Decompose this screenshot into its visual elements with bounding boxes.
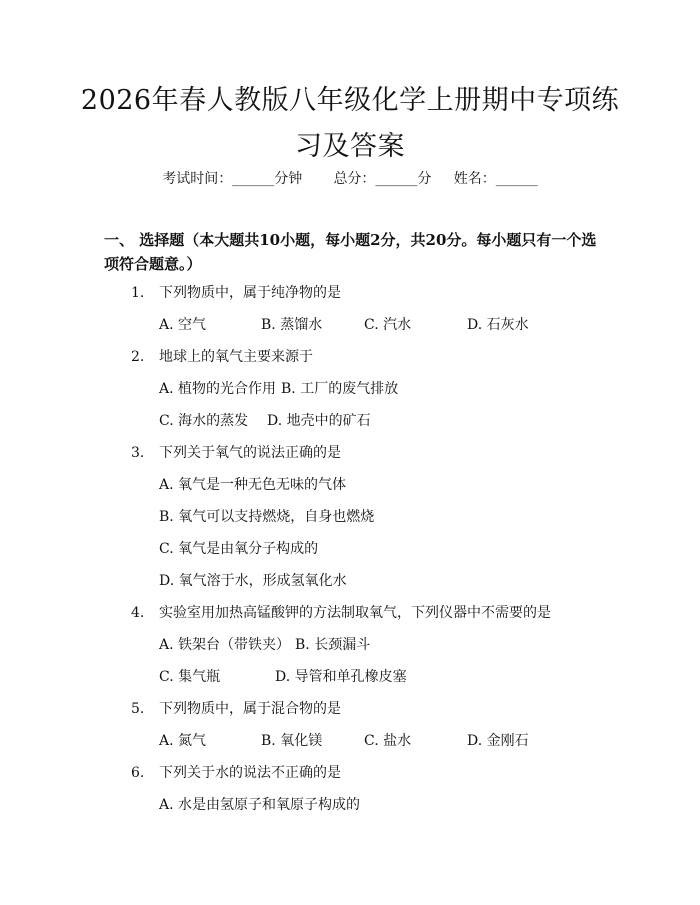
option-5a: A. 氮气 <box>159 733 207 749</box>
option-1d: D. 石灰水 <box>467 317 529 333</box>
question-stem: 下列关于水的说法不正确的是 <box>159 765 341 781</box>
option-5d: D. 金刚石 <box>467 733 529 749</box>
option-3a: A. 氧气是一种无色无味的气体 <box>159 477 347 493</box>
option-2a: A. 植物的光合作用 <box>159 381 277 397</box>
question-1 <box>131 282 341 302</box>
question-number: 2. <box>131 349 145 365</box>
question-stem: 下列物质中，属于混合物的是 <box>159 701 341 717</box>
question-stem: 地球上的氧气主要来源于 <box>159 349 313 365</box>
option-4c: C. 集气瓶 <box>159 669 221 685</box>
question-2 <box>131 346 313 366</box>
option-3b: B. 氧气可以支持燃烧，自身也燃烧 <box>159 509 375 525</box>
question-number: 3. <box>131 445 145 461</box>
question-stem: 下列物质中，属于纯净物的是 <box>159 285 341 301</box>
question-number: 6. <box>131 765 145 781</box>
option-6a: A. 水是由氢原子和氧原子构成的 <box>159 797 361 813</box>
option-2c: C. 海水的蒸发 <box>159 413 249 429</box>
question-stem: 实验室用加热高锰酸钾的方法制取氧气，下列仪器中不需要的是 <box>159 605 551 621</box>
option-1b: B. 蒸馏水 <box>261 317 323 333</box>
option-5c: C. 盐水 <box>364 733 412 749</box>
question-3 <box>131 442 341 462</box>
question-number: 5. <box>131 701 145 717</box>
question-stem: 下列关于氧气的说法正确的是 <box>159 445 341 461</box>
option-4b: B. 长颈漏斗 <box>295 637 371 653</box>
option-1c: C. 汽水 <box>364 317 412 333</box>
option-4d: D. 导管和单孔橡皮塞 <box>275 669 407 685</box>
option-3c: C. 氧气是由氧分子构成的 <box>159 541 319 557</box>
document-title: 2026年春人教版八年级化学上册期中专项练习及答案 <box>80 85 620 162</box>
name-field: 姓名：______ <box>453 171 538 187</box>
option-2b: B. 工厂的废气排放 <box>281 381 399 397</box>
option-2d: D. 地壳中的矿石 <box>267 413 371 429</box>
exam-info-line <box>0 168 700 188</box>
question-number: 4. <box>131 605 145 621</box>
option-3d: D. 氧气溶于水，形成氢氧化水 <box>159 573 347 589</box>
option-5b: B. 氧化镁 <box>261 733 323 749</box>
question-6 <box>131 762 341 782</box>
total-score-field: 总分：______分 <box>333 171 432 187</box>
option-1a: A. 空气 <box>159 317 207 333</box>
section-heading: 一、 选择题（本大题共10小题，每小题2分，共20分。每小题只有一个选项符合题意。） <box>104 231 597 273</box>
option-4a: A. 铁架台（带铁夹） <box>159 637 291 653</box>
question-5 <box>131 698 341 718</box>
question-4 <box>131 602 551 622</box>
exam-time-field: 考试时间：______分钟 <box>162 171 303 187</box>
question-number: 1. <box>131 285 145 301</box>
